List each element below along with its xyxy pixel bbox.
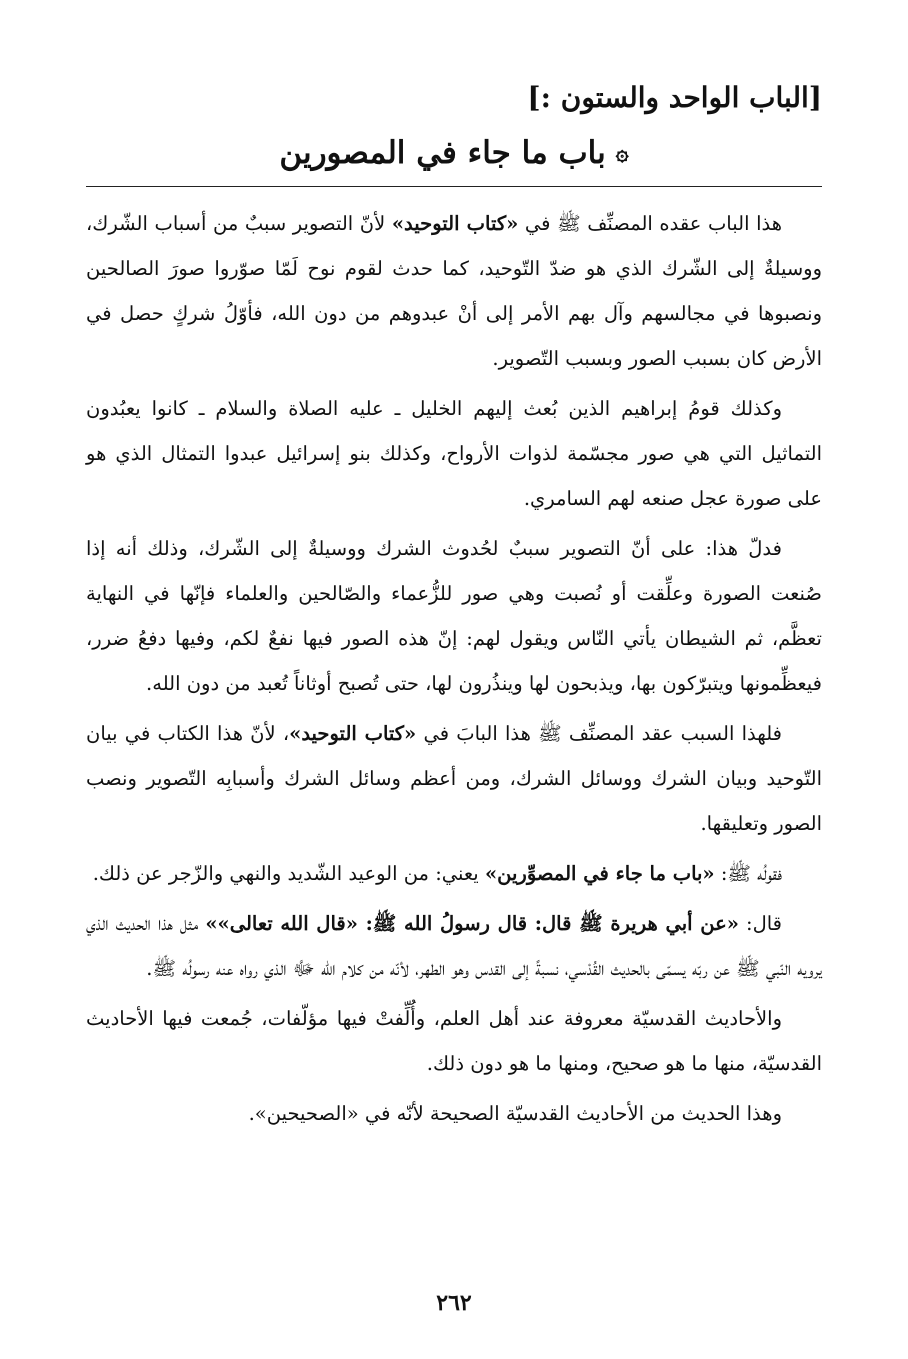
paragraph-6: قال: «عن أبي هريرة ﷺ قال: قال رسولُ الله ﷺ: «قال الله تعالى»» مثل هذا الحديث الذي يرويه النّبي ﷺ عن ربّه يسمّى بالحديث القُدْسي، نسبةً إلى القدس وهو الطهر، لأنّه من كلام الله ﷻ الذي رواه عنه رسولُه ﷺ. (86, 912, 822, 980)
section-title (86, 130, 822, 176)
paragraph-2: وكذلك قومُ إبراهيم الذين بُعث إليهم الخليل ـ عليه الصلاة والسلام ـ كانوا يعبُدون التماثيل التي هي صور مجسّمة لذوات الأرواح، وكذلك بنو إسرائيل عبدوا التمثال الذي هو على صورة عجل صنعه لهم السامري. (86, 397, 822, 510)
page-number: ٢٦٢ (436, 1290, 472, 1316)
paragraph-7: والأحاديث القدسيّة معروفة عند أهل العلم، وأُلِّفتْ فيها مؤلّفات، جُمعت فيها الأحاديث القدسيّة، منها ما هو صحيح، ومنها ما هو دون ذلك. (86, 1007, 822, 1075)
rosette-ornament-icon: ۞ (615, 140, 629, 166)
body-text (86, 201, 822, 1136)
chapter-label: [الباب الواحد والستون :] (527, 81, 822, 114)
section-title-text: باب ما جاء في المصورين (279, 135, 606, 171)
paragraph-3: فدلّ هذا: على أنّ التصوير سببٌ لحُدوث الشرك ووسيلةٌ إلى الشّرك، وذلك أنه إذا صُنعت الصورة وعلِّقت أو نُصبت وهي صور للزُّعماء والصّالحين والعلماء فإنّها في النهاية تعظَّم، ثم الشيطان يأتي النّاس ويقول لهم: إنّ هذه الصور فيها نفعٌ لكم، وفيها دفعُ ضرر، فيعظِّمونها ويتبرّكون بها، ويذبحون لها وينذُرون لها، حتى تُصبح أوثاناً تُعبد من دون الله. (86, 537, 822, 695)
paragraph-1: هذا الباب عقده المصنِّف ﷺ في «كتاب التوحيد» لأنّ التصوير سببٌ من أسباب الشّرك، ووسيلةٌ إلى الشّرك الذي هو ضدّ التّوحيد، كما حدث لقوم نوح لَمّا صوّروا صورَ الصالحين ونصبوها في مجالسهم وآل بهم الأمر إلى أنْ عبدوهم من دون الله، فأوّلُ شركٍ حصل في الأرض كان بسبب الصور وبسبب التّصوير. (86, 212, 822, 370)
paragraph-8: وهذا الحديث من الأحاديث القدسيّة الصحيحة لأنّه في «الصحيحين». (248, 1102, 782, 1125)
paragraph-4: فلهذا السبب عقد المصنِّف ﷺ هذا البابَ في «كتاب التوحيد»، لأنّ هذا الكتاب في بيان التّوحيد وبيان الشرك ووسائل الشرك، ومن أعظم وسائل الشرك وأسبابِه التّصوير ونصب الصور وتعليقها. (86, 722, 822, 835)
paragraph-5: فقولُه ﷺ: «باب ما جاء في المصوِّرين» يعني: من الوعيد الشّديد والنهي والزّجر عن ذلك. (92, 862, 782, 885)
title-divider (86, 186, 822, 187)
